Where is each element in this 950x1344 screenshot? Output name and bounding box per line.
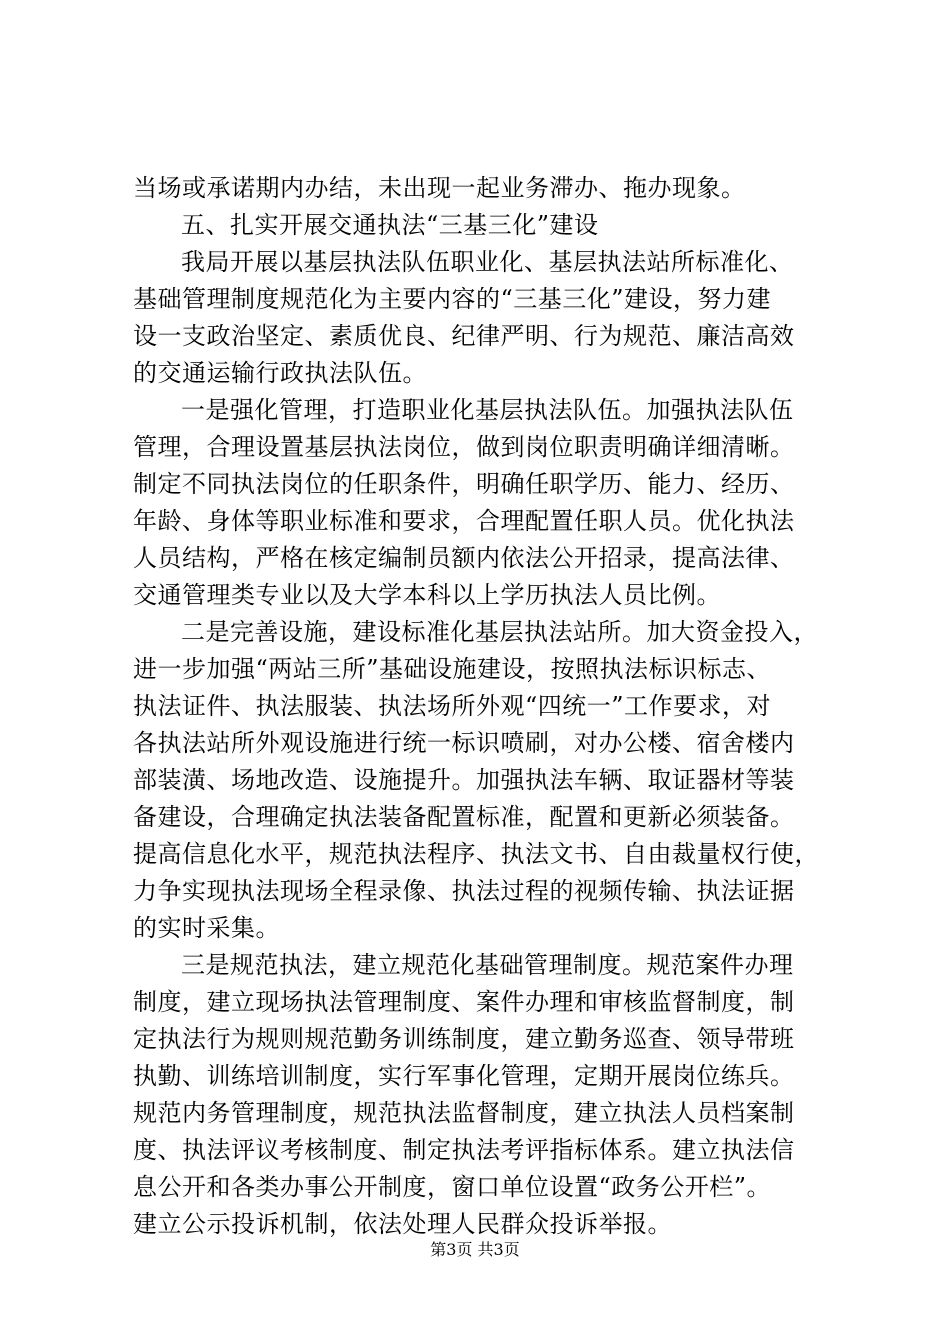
document-body (133, 170, 833, 1243)
text-line: 各执法站所外观设施进行统一标识喷刷，对办公楼、宿舍楼内 (133, 729, 795, 757)
text-line: 执法证件、执法服装、执法场所外观“四统一”工作要求，对 (133, 692, 772, 720)
text-line: 管理，合理设置基层执法岗位，做到岗位职责明确详细清晰。 (133, 433, 795, 461)
text-line: 的实时采集。 (133, 914, 280, 942)
text-line: 三是规范执法，建立规范化基础管理制度。规范案件办理 (181, 951, 794, 979)
text-line: 建立公示投诉机制，依法处理人民群众投诉举报。 (133, 1210, 672, 1238)
text-line: 我局开展以基层执法队伍职业化、基层执法站所标准化、 (181, 248, 794, 276)
text-line: 交通管理类专业以及大学本科以上学历执法人员比例。 (133, 581, 721, 609)
text-line: 度、执法评议考核制度、制定执法考评指标体系。建立执法信 (133, 1136, 795, 1164)
text-line: 年龄、身体等职业标准和要求，合理配置任职人员。优化执法 (133, 507, 795, 535)
text-line: 设一支政治坚定、素质优良、纪律严明、行为规范、廉洁高效 (133, 322, 795, 350)
text-line: 备建设，合理确定执法装备配置标准，配置和更新必须装备。 (133, 803, 795, 831)
text-line: 二是完善设施，建设标准化基层执法站所。加大资金投入， (181, 618, 818, 646)
text-line: 人员结构，严格在核定编制员额内依法公开招录，提高法律、 (133, 544, 795, 572)
text-line: 进一步加强“两站三所”基础设施建设，按照执法标识标志、 (133, 655, 772, 683)
text-line: 一是强化管理，打造职业化基层执法队伍。加强执法队伍 (181, 396, 794, 424)
text-line: 的交通运输行政执法队伍。 (133, 359, 427, 387)
text-line: 力争实现执法现场全程录像、执法过程的视频传输、执法证据 (133, 877, 795, 905)
text-line: 当场或承诺期内办结，未出现一起业务滞办、拖办现象。 (133, 174, 746, 202)
page-number-label: 第3页 共3页 (430, 1240, 520, 1259)
text-line: 部装潢、场地改造、设施提升。加强执法车辆、取证器材等装 (133, 766, 795, 794)
page-footer (0, 1240, 950, 1260)
text-line: 五、扎实开展交通执法“三基三化”建设 (181, 211, 599, 239)
text-line: 制度，建立现场执法管理制度、案件办理和审核监督制度，制 (133, 988, 795, 1016)
text-line: 提高信息化水平，规范执法程序、执法文书、自由裁量权行使， (133, 840, 819, 868)
text-line: 制定不同执法岗位的任职条件，明确任职学历、能力、经历、 (133, 470, 795, 498)
text-line: 定执法行为规则规范勤务训练制度，建立勤务巡查、领导带班 (133, 1025, 795, 1053)
text-line: 执勤、训练培训制度，实行军事化管理，定期开展岗位练兵。 (133, 1062, 795, 1090)
text-line: 息公开和各类办事公开制度，窗口单位设置“政务公开栏”。 (133, 1173, 772, 1201)
text-line: 规范内务管理制度，规范执法监督制度，建立执法人员档案制 (133, 1099, 795, 1127)
text-line: 基础管理制度规范化为主要内容的“三基三化”建设，努力建 (133, 285, 772, 313)
